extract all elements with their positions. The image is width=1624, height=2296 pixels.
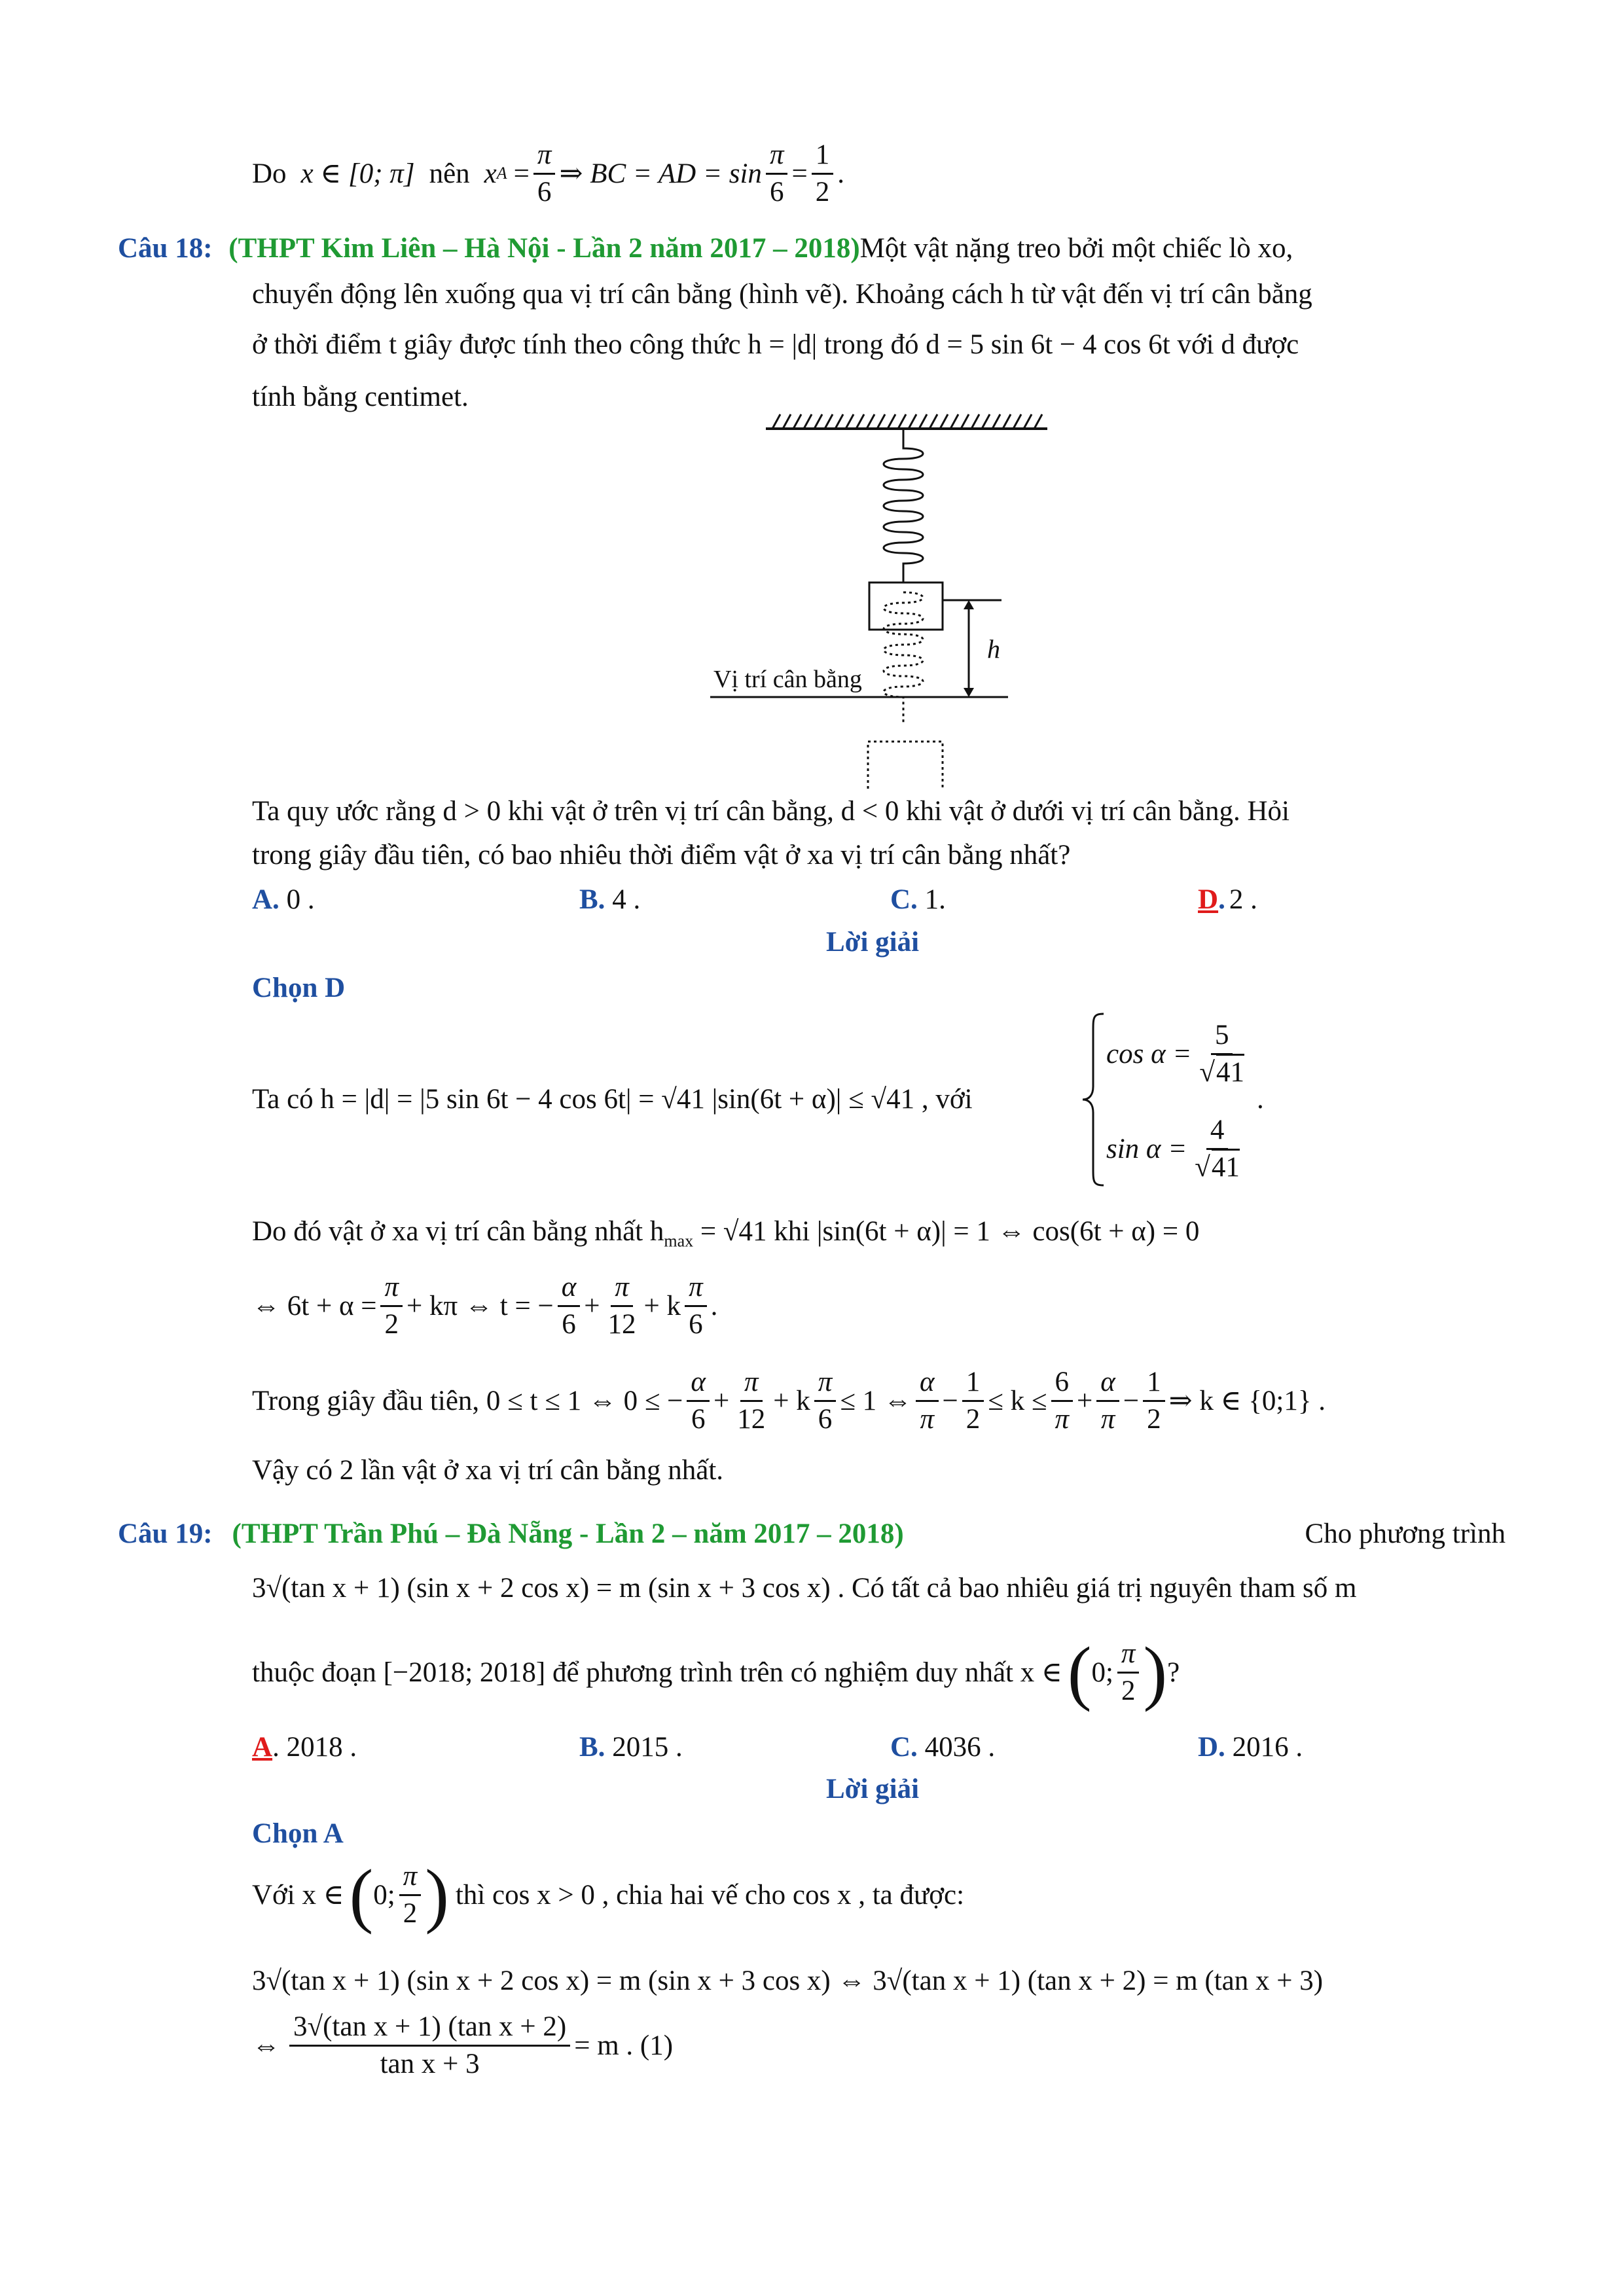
top-pi-over-6: $\frac{\pi}{6}$ [533, 140, 556, 206]
q19-sol2: 3√(tan x + 1) (sin x + 2 cos x) = m (sin x + 3 cos x) ⇔ 3√(tan x + 1) (tan x + 2) = m (tan x + 3) [252, 1965, 1324, 1996]
top-nen: nên [429, 158, 470, 189]
q19-intro: Cho phương trình [1305, 1518, 1506, 1549]
q18-choice-a-value: 0 . [286, 884, 315, 915]
q18-solution-title: Lời giải [826, 927, 920, 958]
q19-sol1: Với x ∈ ( 0; $\frac{\pi}{2}$ ) thì cos x > 0 , chia hai vế cho cos x , ta được: [252, 1855, 965, 1935]
q18-intro: Một vật nặng treo bởi một chiếc lò xo, [859, 233, 1293, 264]
q18-line4: tính bằng centimet. [252, 382, 469, 412]
q19-choice-a-value: . 2018 . [272, 1732, 357, 1763]
q19-choice-b[interactable] [579, 1731, 683, 1763]
q19-source: (THPT Trần Phú – Đà Nẵng - Lần 2 – năm 2017 – 2018) [232, 1518, 904, 1549]
q18-cond1: Ta quy ước rằng d > 0 khi vật ở trên vị trí cân bằng, d < 0 khi vật ở dưới vị trí cân bằng. Hỏi [252, 796, 1290, 827]
q19-solution-title: Lời giải [826, 1774, 920, 1804]
q18-chosen: Chọn D [252, 973, 346, 1003]
q18-header [118, 234, 1293, 262]
q19-line2: 3√(tan x + 1) (sin x + 2 cos x) = m (sin x + 3 cos x) . Có tất cả bao nhiêu giá trị nguyên tham số m [252, 1573, 1357, 1604]
q18-sol4: Trong giây đầu tiên, 0 ≤ t ≤ 1 ⇔ 0 ≤ − $\frac{\alpha}{6}$ + $\frac{\pi}{12}$ + k $\frac{\pi}{6}$ ≤ 1 ⇔ $\frac{\alpha}{\pi}$ − $\frac{1}{2}$ ≤ k ≤ $\frac{6}{\pi}$ + $\frac{\alpha}{\pi}$ − $\frac{1}{2}$ ⇒ k ∈ {0;1} . [252, 1367, 1326, 1435]
q19-choice-d-value: 2016 . [1232, 1732, 1303, 1763]
q18-line3: ở thời điểm t giây được tính theo công thức h = |d| trong đó d = 5 sin 6t − 4 cos 6t với d được [252, 329, 1299, 360]
q19-choice-d[interactable] [1198, 1731, 1303, 1763]
q18-label: Câu 18: [118, 233, 213, 264]
equilibrium-label: Vị trí cân bằng [713, 666, 862, 693]
top-xa-sub: A [496, 164, 507, 183]
q18-choice-c[interactable] [890, 884, 946, 916]
q18-sol3: ⇔ 6t + α = $\frac{\pi}{2}$ + kπ ⇔ t = − $\frac{\alpha}{6}$ + $\frac{\pi}{12}$ + k $\frac{\pi}{6}$ . [252, 1272, 718, 1340]
top-pi-over-6b: $\frac{\pi}{6}$ [766, 140, 788, 206]
top-domain: x ∈ [0; π] [300, 158, 415, 189]
q18-line2: chuyển động lên xuống qua vị trí cân bằng (hình vẽ). Khoảng cách h từ vật đến vị trí cân bằng [252, 279, 1312, 310]
q19-choice-b-value: 2015 . [612, 1732, 683, 1763]
q18-choice-b-value: 4 . [612, 884, 641, 915]
q18-sol2: Do đó vật ở xa vị trí cân bằng nhất $h_{max} = √41$ khi |sin(6t + α)| = 1 ⇔ cos(6t + α) = 0 [252, 1216, 1200, 1251]
spring-upper [884, 429, 923, 583]
q19-choice-b-letter: B. [579, 1732, 605, 1763]
q18-choice-b-letter: B. [579, 884, 605, 915]
h-arrow-bottom [964, 688, 974, 697]
system-end: . [1257, 1084, 1264, 1115]
system-sin-row: sin α = $\frac{4}{√41}$ [1106, 1115, 1240, 1183]
top-bc-ad: ⇒ BC = AD = sin [559, 158, 762, 189]
system-brace [1080, 1011, 1106, 1188]
lower-box-dotted [868, 742, 943, 789]
q18-choice-a-letter: A. [252, 884, 280, 915]
system-cos-row: cos α = $\frac{5}{√41}$ [1106, 1020, 1245, 1088]
q18-choice-d-letter: D [1198, 884, 1219, 915]
top-half: $\frac{1}{2}$ [812, 140, 834, 206]
mass-block [869, 583, 943, 630]
top-do: Do [252, 158, 287, 189]
q18-cond2: trong giây đầu tiên, có bao nhiêu thời điểm vật ở xa vị trí cân bằng nhất? [252, 840, 1071, 870]
top-xa: x [484, 158, 497, 189]
q19-choice-c[interactable] [890, 1731, 995, 1763]
q18-choice-c-letter: C. [890, 884, 918, 915]
q18-source: (THPT Kim Liên – Hà Nội - Lần 2 năm 2017 – 2018) [228, 233, 860, 264]
q18-choice-a[interactable] [252, 884, 315, 916]
q19-chosen: Chọn A [252, 1818, 344, 1849]
q19-choice-a[interactable] [252, 1731, 357, 1763]
spring-figure [707, 409, 1074, 789]
q18-sol5: Vậy có 2 lần vật ở xa vị trí cân bằng nhất. [252, 1455, 724, 1486]
q19-choice-a-letter: A [252, 1732, 273, 1763]
q19-choice-d-letter: D. [1198, 1732, 1225, 1763]
q18-sol1: Ta có h = |d| = |5 sin 6t − 4 cos 6t| = √41 |sin(6t + α)| ≤ √41 , với [252, 1084, 973, 1115]
q19-label: Câu 19: [118, 1518, 213, 1549]
h-arrow-top [964, 600, 974, 609]
top-end: . [837, 158, 844, 189]
q19-line3: thuộc đoạn [−2018; 2018] để phương trình trên có nghiệm duy nhất x ∈ ( 0; $\frac{\pi}{2}$ ) ? [252, 1632, 1180, 1712]
h-label: h [987, 634, 1000, 664]
q19-choice-c-letter: C. [890, 1732, 918, 1763]
q18-choice-c-value: 1. [924, 884, 946, 915]
top-line: Do x ∈ [0; π] nên x A = $\frac{\pi}{6}$ ⇒ BC = AD = sin $\frac{\pi}{6}$ = $\frac{1}{2}$ . [252, 139, 844, 207]
q18-choice-b[interactable] [579, 884, 640, 916]
q18-choice-d[interactable]: D. 2 . [1198, 884, 1257, 915]
q19-choice-c-value: 4036 . [924, 1732, 996, 1763]
ceiling-hatch [772, 414, 1042, 429]
q19-header [118, 1520, 1506, 1548]
q19-sol3: ⇔ $\frac{\text{3√(tan x + 1) (tan x + 2)}}{\text{tan x + 3}}$ = m . (1) [252, 2011, 674, 2079]
